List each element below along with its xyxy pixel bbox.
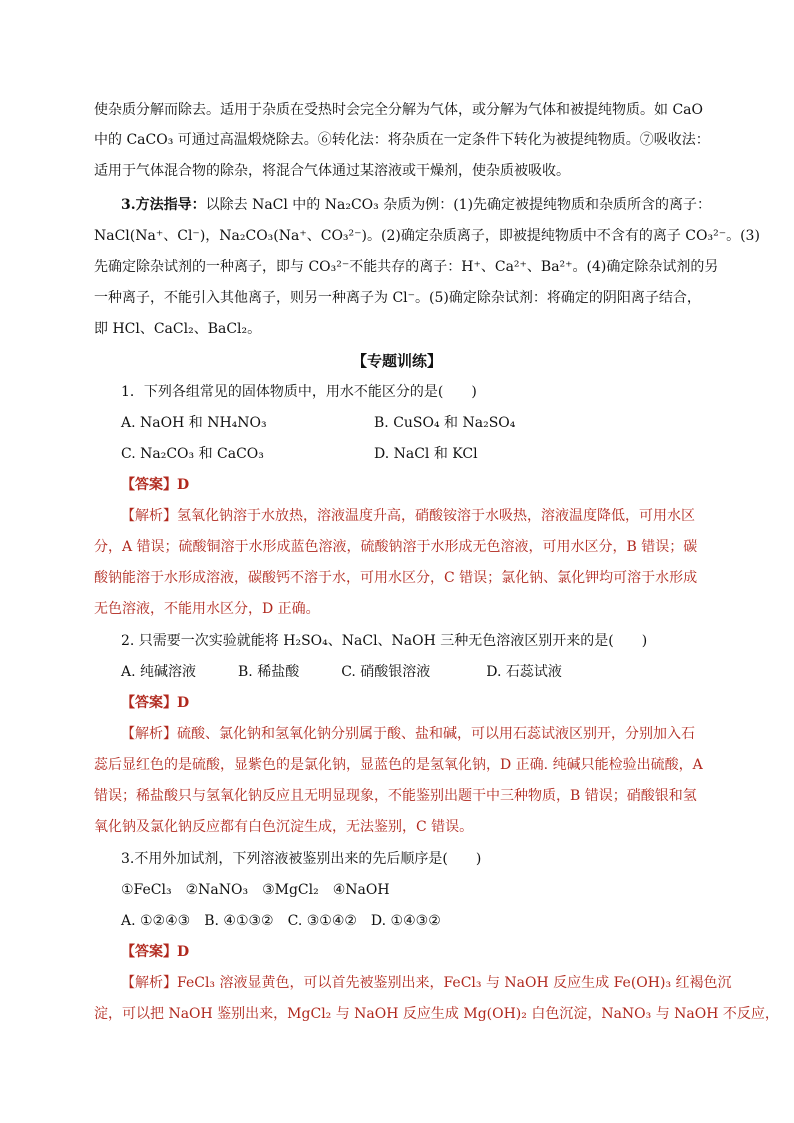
method-line: 即 HCl、CaCl₂、BaCl₂。 (94, 321, 262, 337)
question-1-option-c: C. Na₂CO₃ 和 CaCO₃ (121, 446, 264, 462)
intro-line: 适用于气体混合物的除杂，将混合气体通过某溶液或干燥剂，使杂质被吸收。 (94, 163, 570, 179)
method-label: 3.方法指导： (121, 197, 206, 213)
question-1-option-b: B. CuSO₄ 和 Na₂SO₄ (374, 415, 516, 431)
method-text: 以除去 NaCl 中的 Na₂CO₃ 杂质为例：(1)先确定被提纯物质和杂质所含的离子： (205, 197, 712, 213)
question-3-options: A. ①②④③ B. ④①③② C. ③①④② D. ①④③② (121, 913, 441, 929)
question-3-analysis-line: 【解析】FeCl₃ 溶液显黄色，可以首先被鉴别出来，FeCl₃ 与 NaOH 反应生成 Fe(OH)₃ 红褐色沉 (121, 975, 732, 991)
question-1-option-d: D. NaCl 和 KCl (374, 446, 478, 462)
intro-line: 使杂质分解而除去。适用于杂质在受热时会完全分解为气体，或分解为气体和被提纯物质。如 CaO (94, 102, 703, 118)
question-1-option-a: A. NaOH 和 NH₄NO₃ (121, 415, 267, 431)
question-2-analysis-line: 蕊后显红色的是硫酸，显紫色的是氯化钠，显蓝色的是氢氧化钠，D 正确. 纯碱只能检验出硫酸，A (94, 757, 703, 773)
question-2-options: A. 纯碱溶液 B. 稀盐酸 C. 硝酸银溶液 D. 石蕊试液 (121, 664, 562, 680)
question-2-analysis-line: 【解析】硫酸、氯化钠和氢氧化钠分别属于酸、盐和碱，可以用石蕊试液区别开，分别加入石 (121, 726, 695, 742)
question-2-answer: 【答案】D (121, 695, 190, 711)
method-line: 一种离子，不能引入其他离子，则另一种离子为 Cl⁻。(5)确定除杂试剂：将确定的阴阳离子结合， (94, 290, 701, 306)
question-1-analysis-line: 分，A 错误；硫酸铜溶于水形成蓝色溶液，硫酸钠溶于水形成无色溶液，可用水区分，B 错误；碳 (94, 539, 698, 555)
section-title: 【专题训练】 (351, 352, 442, 370)
question-2-analysis-line: 错误；稀盐酸只与氢氧化钠反应且无明显现象，不能鉴别出题干中三种物质，B 错误；硝酸银和氢 (94, 788, 697, 804)
method-paragraph-first-line (121, 195, 711, 215)
question-1-analysis-line: 【解析】氢氧化钠溶于水放热，溶液温度升高，硝酸铵溶于水吸热，溶液温度降低，可用水区 (121, 508, 695, 524)
question-3-items: ①FeCl₃ ②NaNO₃ ③MgCl₂ ④NaOH (121, 882, 390, 898)
question-3-answer: 【答案】D (121, 944, 190, 960)
question-3-stem: 3.不用外加试剂，下列溶液被鉴别出来的先后顺序是( ) (121, 851, 482, 867)
question-3-analysis-line: 淀，可以把 NaOH 鉴别出来，MgCl₂ 与 NaOH 反应生成 Mg(OH)₂ 白色沉淀，NaNO₃ 与 NaOH 不反应， (94, 1006, 779, 1022)
question-2-stem: 2. 只需要一次实验就能将 H₂SO₄、NaCl、NaOH 三种无色溶液区别开来的是( ) (121, 633, 648, 649)
method-line: 先确定除杂试剂的一种离子，即与 CO₃²⁻不能共存的离子：H⁺、Ca²⁺、Ba²⁺。(4)确定除杂试剂的另 (94, 259, 719, 275)
question-2-analysis-line: 氧化钠及氯化钠反应都有白色沉淀生成，无法鉴别，C 错误。 (94, 819, 474, 835)
question-1-answer: 【答案】D (121, 477, 190, 493)
question-1-stem: 1．下列各组常见的固体物质中，用水不能区分的是( ) (121, 384, 477, 400)
question-1-analysis-line: 酸钠能溶于水形成溶液，碳酸钙不溶于水，可用水区分，C 错误；氯化钠、氯化钾均可溶于水形成 (94, 570, 698, 586)
method-line: NaCl(Na⁺、Cl⁻)，Na₂CO₃(Na⁺、CO₃²⁻)。(2)确定杂质离子，即被提纯物质中不含有的离子 CO₃²⁻。(3) (94, 228, 760, 244)
intro-line: 中的 CaCO₃ 可通过高温煅烧除去。⑥转化法：将杂质在一定条件下转化为被提纯物质。⑦吸收法： (94, 132, 710, 148)
question-1-analysis-line: 无色溶液，不能用水区分，D 正确。 (94, 601, 320, 617)
